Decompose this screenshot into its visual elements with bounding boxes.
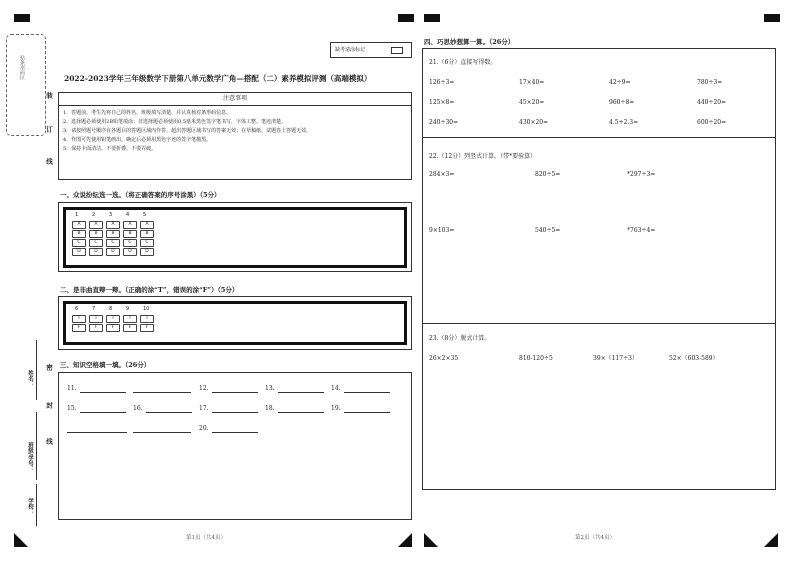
notice-item: 3．请按照题号顺序在各题目的答题区域内作答，超出答题区域书写的答案无效；在草稿纸、试题卷上答题无效。 <box>63 128 312 134</box>
answer-bubble[interactable]: B <box>140 230 154 238</box>
fill-blank[interactable] <box>212 412 258 413</box>
section3-title: 三、知识空格填一填。（26分） <box>60 361 151 369</box>
q21-item: 440÷20= <box>697 99 727 106</box>
answer-bubble[interactable]: T <box>72 315 86 323</box>
answer-bubble[interactable]: F <box>89 324 103 332</box>
fill-blank[interactable] <box>133 432 191 433</box>
answer-bubble[interactable]: D <box>140 248 154 256</box>
answer-bubble[interactable]: C <box>89 239 103 247</box>
binding-char: 线 <box>45 438 53 445</box>
fill-item-12: 12. <box>199 385 209 392</box>
fill-blank[interactable] <box>146 412 192 413</box>
fill-blank[interactable] <box>278 392 324 393</box>
fill-blank[interactable] <box>344 412 390 413</box>
answer-bubble[interactable]: F <box>123 324 137 332</box>
fill-blank[interactable] <box>80 392 126 393</box>
notice-list <box>59 106 411 157</box>
answer-bubble[interactable]: F <box>72 324 86 332</box>
question-number: 4 <box>126 212 130 218</box>
q22-item: 820÷5= <box>535 171 561 178</box>
divider <box>423 323 775 324</box>
answer-bubble[interactable]: C <box>106 239 120 247</box>
section1-inner-frame <box>63 207 407 268</box>
fill-item-18: 18. <box>265 405 275 412</box>
absent-marker-cell[interactable] <box>391 47 403 54</box>
answer-bubble[interactable]: F <box>106 324 120 332</box>
notice-item: 2．选择题必须使用2B铅笔填涂；非选择题必须使用0.5毫米黑色签字笔书写，字体工整、笔迹清楚。 <box>63 119 286 125</box>
answer-bubble[interactable]: C <box>123 239 137 247</box>
corner-mark <box>14 14 30 22</box>
section4-answer-box <box>422 48 776 490</box>
answer-bubble[interactable]: T <box>89 315 103 323</box>
question-number: 10 <box>143 306 150 312</box>
q23-item: 39×（117÷3） <box>593 355 638 362</box>
answer-bubble[interactable]: A <box>89 221 103 229</box>
binding-char: 订 <box>45 126 53 133</box>
answer-bubble[interactable]: A <box>106 221 120 229</box>
school-field[interactable]: 学校： <box>26 484 37 526</box>
q23-item: 810-120÷5 <box>519 355 553 362</box>
q23-item: 26×2×35 <box>429 355 459 362</box>
fill-blank[interactable] <box>212 392 258 393</box>
fill-blank[interactable] <box>133 392 191 393</box>
class-field[interactable]: 班级/学号： <box>26 412 37 480</box>
corner-triangle <box>14 533 28 547</box>
section3-answer-box <box>58 372 412 520</box>
answer-bubble[interactable]: A <box>140 221 154 229</box>
corner-mark <box>764 14 780 22</box>
corner-mark <box>424 14 440 22</box>
absent-marker-box: 缺考请涂标记 <box>330 42 412 58</box>
answer-bubble[interactable]: A <box>123 221 137 229</box>
q23-title: 23.（8分）脱式计算。 <box>429 335 491 342</box>
notice-item: 4．作图可先使用铅笔画出，确定后必须用黑色字迹的签字笔描黑。 <box>63 137 212 143</box>
q22-item: 540÷5= <box>535 227 561 234</box>
answer-bubble[interactable]: D <box>106 248 120 256</box>
q21-item: 42÷9= <box>609 79 631 86</box>
page-footer-right: 第2页（共4页） <box>575 535 615 541</box>
fill-item-17: 17. <box>199 405 209 412</box>
q21-item: 45×20= <box>519 99 545 106</box>
q22-item: *297÷3= <box>627 171 656 178</box>
section1-title: 一、众说纷纭选一选。（将正确答案的序号涂黑）（5分） <box>60 191 221 199</box>
question-number: 2 <box>92 212 96 218</box>
corner-triangle <box>764 533 778 547</box>
corner-triangle <box>398 533 412 547</box>
exam-title: 2022-2023学年三年级数学下册第八单元数学广角—搭配（二）素养模拟评测（高端模拟） <box>64 74 372 83</box>
answer-bubble[interactable]: T <box>140 315 154 323</box>
answer-bubble[interactable]: B <box>72 230 86 238</box>
fill-item-11: 11. <box>67 385 77 392</box>
fill-blank[interactable] <box>67 432 127 433</box>
notice-title: 注意事项 <box>59 93 411 106</box>
q22-item: 284×3= <box>429 171 455 178</box>
notice-item: 1．答题前，考生先将自己的姓名、班级填写清楚，并认真核对条形码信息。 <box>63 110 232 116</box>
answer-bubble[interactable]: F <box>140 324 154 332</box>
q21-item: 4.5+2.3= <box>609 119 639 126</box>
q21-item: 780÷3= <box>697 79 723 86</box>
binding-char: 装 <box>45 92 53 99</box>
corner-mark <box>398 14 414 22</box>
corner-triangle <box>424 533 438 547</box>
q21-item: 125×8= <box>429 99 455 106</box>
section4-title: 四、巧思妙想算一算。（26分） <box>424 38 515 46</box>
q21-item: 126÷3= <box>429 79 455 86</box>
fill-blank[interactable] <box>212 432 258 433</box>
divider <box>423 137 775 138</box>
answer-bubble[interactable]: B <box>106 230 120 238</box>
q23-item: 52×（603-589） <box>669 355 719 362</box>
q21-item: 430×20= <box>519 119 549 126</box>
answer-bubble[interactable]: T <box>123 315 137 323</box>
q21-item: 600÷20= <box>697 119 727 126</box>
q22-item: *763÷4= <box>627 227 656 234</box>
barcode-area <box>6 34 46 136</box>
barcode-label: 贴条形码区 <box>19 55 25 80</box>
section1-answer-box <box>58 202 412 272</box>
q21-item: 240÷30= <box>429 119 459 126</box>
fill-item-15: 15. <box>67 405 77 412</box>
fill-item-20: 20. <box>199 425 209 432</box>
answer-bubble[interactable]: B <box>89 230 103 238</box>
section2-answer-box <box>58 296 412 350</box>
binding-char: 线 <box>45 158 53 165</box>
answer-bubble[interactable]: A <box>72 221 86 229</box>
question-number: 5 <box>143 212 147 218</box>
question-number: 1 <box>75 212 79 218</box>
question-number: 6 <box>75 306 79 312</box>
question-number: 9 <box>126 306 130 312</box>
name-field[interactable]: 姓名： <box>26 340 37 400</box>
answer-bubble[interactable]: C <box>72 239 86 247</box>
fill-blank[interactable] <box>344 392 390 393</box>
notice-box <box>58 92 412 180</box>
q21-title: 21.（6分）直接写得数。 <box>429 59 497 66</box>
notice-item: 5．保持卡面清洁，不要折叠，不要弄破。 <box>63 146 157 152</box>
question-number: 3 <box>109 212 113 218</box>
question-number: 7 <box>92 306 96 312</box>
fill-item-13: 13. <box>265 385 275 392</box>
page-footer-left: 第1页（共4页） <box>186 535 226 541</box>
binding-char: 封 <box>45 402 53 409</box>
answer-bubble[interactable]: D <box>89 248 103 256</box>
answer-bubble[interactable]: C <box>140 239 154 247</box>
fill-item-14: 14. <box>331 385 341 392</box>
binding-char: 密 <box>45 364 53 371</box>
q22-item: 9×103= <box>429 227 455 234</box>
answer-bubble[interactable]: B <box>123 230 137 238</box>
section2-inner-frame <box>63 301 407 345</box>
fill-item-16: 16. <box>133 405 143 412</box>
answer-bubble[interactable]: D <box>72 248 86 256</box>
section2-title: 二、是非曲直辩一辩。（正确的涂“T”，错误的涂“F”）（5分） <box>60 286 239 294</box>
fill-item-19: 19. <box>331 405 341 412</box>
answer-bubble[interactable]: D <box>123 248 137 256</box>
q21-item: 17×40= <box>519 79 545 86</box>
answer-bubble[interactable]: T <box>106 315 120 323</box>
question-number: 8 <box>109 306 113 312</box>
fill-blank[interactable] <box>80 412 126 413</box>
fill-blank[interactable] <box>278 412 324 413</box>
q22-title: 22.（12分）列竖式计算。（带*要验算） <box>429 153 537 160</box>
q21-item: 960÷8= <box>609 99 635 106</box>
